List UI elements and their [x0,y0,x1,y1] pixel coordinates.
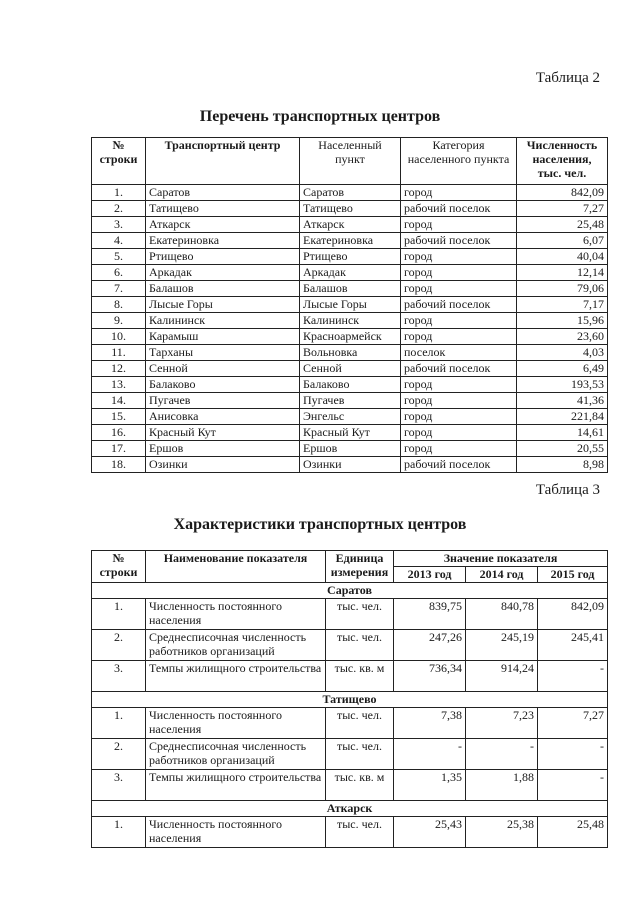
cell-value-2015: 25,48 [538,817,608,848]
cell-transport-center: Балашов [146,281,300,297]
table-row [92,217,608,233]
cell-settlement: Лысые Горы [300,297,401,313]
cell-indicator: Численность постоянного населения [146,599,326,630]
cell-category: город [401,265,517,281]
cell-transport-center: Пугачев [146,393,300,409]
cell-category: город [401,441,517,457]
cell-row-number: 11. [92,345,146,361]
cell-transport-center: Татищево [146,201,300,217]
cell-settlement: Пугачев [300,393,401,409]
cell-unit: тыс. чел. [326,630,394,661]
cell-population: 41,36 [517,393,608,409]
table-row [92,297,608,313]
cell-value-2013: 1,35 [394,770,466,801]
table-row [92,409,608,425]
cell-transport-center: Аткарск [146,217,300,233]
cell-value-2014: 1,88 [466,770,538,801]
cell-row-number: 16. [92,425,146,441]
cell-row-number: 2. [92,739,146,770]
cell-population: 8,98 [517,457,608,473]
cell-population: 221,84 [517,409,608,425]
cell-settlement: Балашов [300,281,401,297]
cell-transport-center: Ершов [146,441,300,457]
cell-row-number: 2. [92,630,146,661]
cell-population: 79,06 [517,281,608,297]
cell-transport-center: Озинки [146,457,300,473]
cell-population: 7,27 [517,201,608,217]
cell-value-2014: 245,19 [466,630,538,661]
cell-category: рабочий поселок [401,233,517,249]
cell-population: 6,07 [517,233,608,249]
cell-category: город [401,249,517,265]
header2-value: Значение показателя [394,551,608,567]
cell-transport-center: Сенной [146,361,300,377]
cell-value-2013: - [394,739,466,770]
cell-settlement: Екатериновка [300,233,401,249]
cell-transport-center: Ртищево [146,249,300,265]
cell-row-number: 8. [92,297,146,313]
cell-transport-center: Тарханы [146,345,300,361]
section-title: Татищево [92,692,608,708]
section-row [92,692,608,708]
cell-value-2014: 7,23 [466,708,538,739]
cell-value-2014: 25,38 [466,817,538,848]
section-row [92,801,608,817]
table3-label: Таблица 3 [535,482,600,498]
cell-population: 40,04 [517,249,608,265]
cell-population: 842,09 [517,185,608,201]
header-settlement: Населенный пункт [300,138,401,185]
table-row [92,361,608,377]
cell-indicator: Темпы жилищного строительства [146,770,326,801]
cell-indicator: Численность постоянного населения [146,708,326,739]
cell-row-number: 4. [92,233,146,249]
cell-value-2015: 842,09 [538,599,608,630]
header2-unit: Единица измерения [326,551,394,583]
cell-row-number: 1. [92,599,146,630]
table-row [92,281,608,297]
cell-row-number: 14. [92,393,146,409]
table2-label: Таблица 2 [535,70,600,86]
table-row [92,249,608,265]
cell-population: 6,49 [517,361,608,377]
table-row [92,817,608,848]
cell-settlement: Саратов [300,185,401,201]
cell-transport-center: Красный Кут [146,425,300,441]
section-row [92,583,608,599]
cell-value-2013: 839,75 [394,599,466,630]
table-row [92,377,608,393]
cell-settlement: Ершов [300,441,401,457]
header-population: Численность населения, тыс. чел. [517,138,608,185]
cell-population: 15,96 [517,313,608,329]
cell-value-2015: 245,41 [538,630,608,661]
cell-row-number: 6. [92,265,146,281]
cell-row-number: 1. [92,185,146,201]
cell-transport-center: Анисовка [146,409,300,425]
cell-unit: тыс. чел. [326,739,394,770]
header-category: Категория населенного пункта [401,138,517,185]
cell-population: 7,17 [517,297,608,313]
header2-year-2015: 2015 год [538,567,608,583]
cell-value-2014: 914,24 [466,661,538,692]
table1-title: Перечень транспортных центров [199,108,441,125]
cell-category: рабочий поселок [401,201,517,217]
cell-transport-center: Аркадак [146,265,300,281]
table-row [92,393,608,409]
cell-category: город [401,313,517,329]
cell-row-number: 12. [92,361,146,377]
header-transport-center: Транспортный центр [146,138,300,185]
cell-settlement: Красноармейск [300,329,401,345]
cell-population: 25,48 [517,217,608,233]
header2-year-2014: 2014 год [466,567,538,583]
table-row [92,441,608,457]
cell-value-2013: 25,43 [394,817,466,848]
cell-unit: тыс. кв. м [326,770,394,801]
cell-population: 12,14 [517,265,608,281]
cell-category: город [401,377,517,393]
cell-unit: тыс. чел. [326,708,394,739]
header2-row-number: № строки [92,551,146,583]
table-row [92,345,608,361]
table-row [92,599,608,630]
cell-category: рабочий поселок [401,297,517,313]
cell-row-number: 10. [92,329,146,345]
table-row [92,265,608,281]
cell-unit: тыс. кв. м [326,661,394,692]
table-row [92,329,608,345]
cell-settlement: Балаково [300,377,401,393]
cell-row-number: 3. [92,217,146,233]
cell-indicator: Темпы жилищного строительства [146,661,326,692]
table-row [92,739,608,770]
cell-population: 4,03 [517,345,608,361]
cell-value-2013: 7,38 [394,708,466,739]
header-row-number: № строки [92,138,146,185]
cell-settlement: Красный Кут [300,425,401,441]
table-row [92,313,608,329]
cell-transport-center: Екатериновка [146,233,300,249]
cell-row-number: 13. [92,377,146,393]
cell-transport-center: Балаково [146,377,300,393]
cell-row-number: 3. [92,770,146,801]
cell-population: 23,60 [517,329,608,345]
table2-title: Характеристики транспортных центров [173,516,467,533]
cell-row-number: 2. [92,201,146,217]
table-row [92,770,608,801]
cell-category: рабочий поселок [401,457,517,473]
cell-value-2015: - [538,739,608,770]
header2-year-2013: 2013 год [394,567,466,583]
table-row [92,201,608,217]
table-row [92,630,608,661]
cell-value-2015: - [538,661,608,692]
cell-row-number: 7. [92,281,146,297]
cell-settlement: Энгельс [300,409,401,425]
cell-row-number: 15. [92,409,146,425]
cell-unit: тыс. чел. [326,817,394,848]
cell-settlement: Ртищево [300,249,401,265]
table-row [92,185,608,201]
transport-characteristics-table [91,550,608,848]
cell-row-number: 3. [92,661,146,692]
cell-indicator: Среднесписочная численность работников организаций [146,739,326,770]
cell-row-number: 1. [92,817,146,848]
section-title: Аткарск [92,801,608,817]
transport-centers-table [91,137,608,473]
cell-category: поселок [401,345,517,361]
cell-settlement: Калининск [300,313,401,329]
cell-settlement: Вольновка [300,345,401,361]
cell-unit: тыс. чел. [326,599,394,630]
cell-category: рабочий поселок [401,361,517,377]
header2-indicator: Наименование показателя [146,551,326,583]
cell-value-2013: 247,26 [394,630,466,661]
cell-category: город [401,409,517,425]
cell-row-number: 18. [92,457,146,473]
cell-value-2013: 736,34 [394,661,466,692]
cell-settlement: Озинки [300,457,401,473]
cell-value-2014: - [466,739,538,770]
cell-value-2015: 7,27 [538,708,608,739]
cell-indicator: Среднесписочная численность работников организаций [146,630,326,661]
cell-category: город [401,185,517,201]
cell-transport-center: Калининск [146,313,300,329]
table-row [92,233,608,249]
cell-category: город [401,217,517,233]
table-row [92,457,608,473]
cell-category: город [401,329,517,345]
table-row [92,708,608,739]
cell-category: город [401,393,517,409]
cell-transport-center: Карамыш [146,329,300,345]
cell-settlement: Аткарск [300,217,401,233]
cell-row-number: 5. [92,249,146,265]
cell-transport-center: Саратов [146,185,300,201]
cell-indicator: Численность постоянного населения [146,817,326,848]
cell-population: 20,55 [517,441,608,457]
table-row [92,425,608,441]
table-row [92,661,608,692]
cell-value-2014: 840,78 [466,599,538,630]
cell-population: 193,53 [517,377,608,393]
cell-row-number: 1. [92,708,146,739]
cell-settlement: Татищево [300,201,401,217]
cell-transport-center: Лысые Горы [146,297,300,313]
section-title: Саратов [92,583,608,599]
cell-settlement: Сенной [300,361,401,377]
cell-value-2015: - [538,770,608,801]
cell-population: 14,61 [517,425,608,441]
cell-settlement: Аркадак [300,265,401,281]
cell-category: город [401,281,517,297]
cell-row-number: 9. [92,313,146,329]
cell-category: город [401,425,517,441]
cell-row-number: 17. [92,441,146,457]
